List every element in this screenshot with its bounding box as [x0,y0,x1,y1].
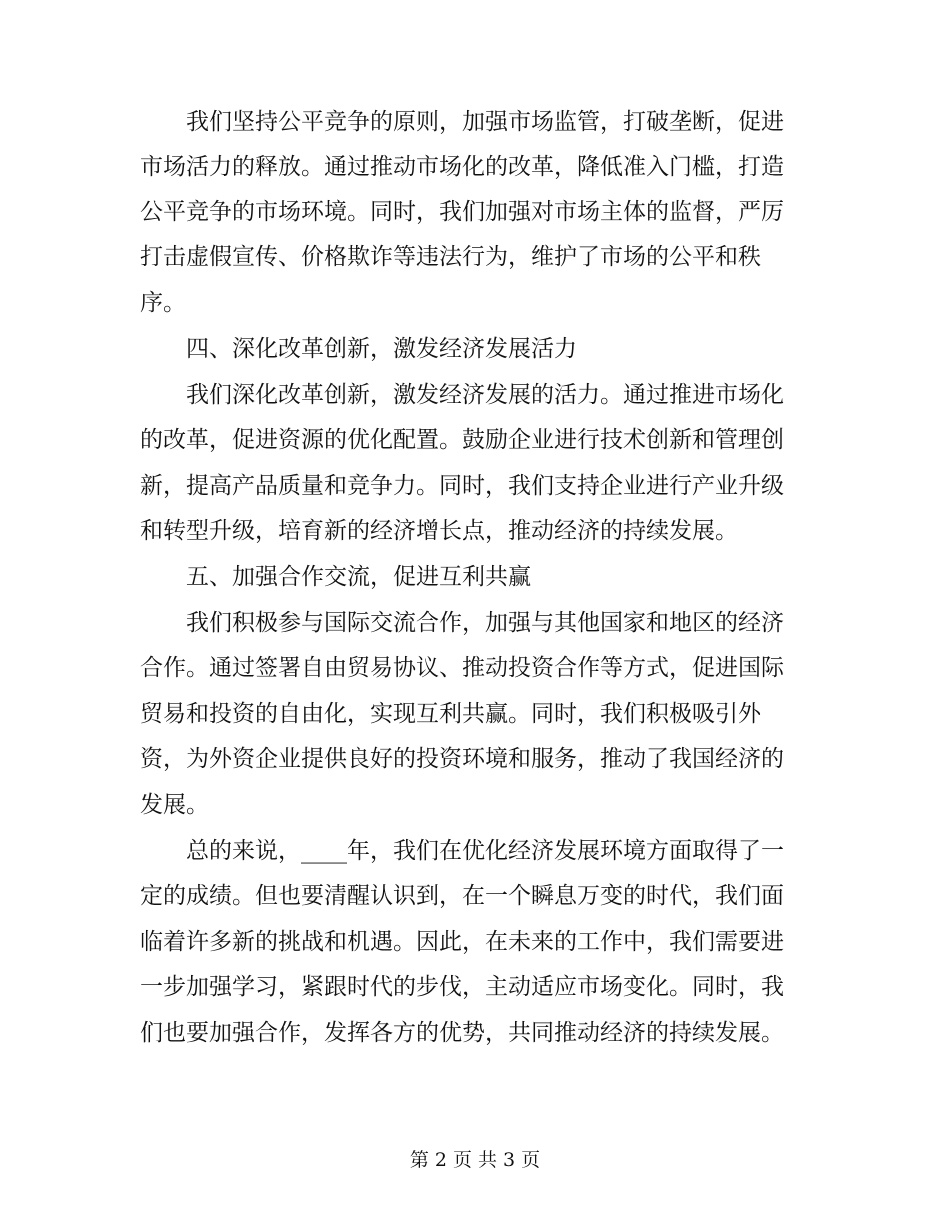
paragraph-1-line-2: 市场活力的释放。通过推动市场化的改革，降低准入门槛，打造 [140,154,784,180]
paragraph-4-line-3: 临着许多新的挑战和机遇。因此，在未来的工作中，我们需要进 [140,929,784,955]
paragraph-3-line-1: 我们积极参与国际交流合作，加强与其他国家和地区的经济 [186,610,784,636]
section-heading-5: 五、加强合作交流，促进互利共赢 [186,564,531,590]
paragraph-2-line-2: 的改革，促进资源的优化配置。鼓励企业进行技术创新和管理创 [140,427,784,453]
paragraph-4-line-2: 定的成绩。但也要清醒认识到，在一个瞬息万变的时代，我们面 [140,883,784,909]
paragraph-3-line-3: 贸易和投资的自由化，实现互利共赢。同时，我们积极吸引外 [140,701,761,727]
page-footer: 第 2 页 共 3 页 [409,1149,541,1171]
paragraph-2-line-3: 新，提高产品质量和竞争力。同时，我们支持企业进行产业升级 [140,473,784,499]
paragraph-3-line-4: 资，为外资企业提供良好的投资环境和服务，推动了我国经济的 [140,746,784,772]
section-heading-4: 四、深化改革创新，激发经济发展活力 [186,336,577,362]
paragraph-2-line-1: 我们深化改革创新，激发经济发展的活力。通过推进市场化 [186,382,784,408]
paragraph-4-line-4: 一步加强学习，紧跟时代的步伐，主动适应市场变化。同时，我 [140,974,784,1000]
paragraph-1-line-1: 我们坚持公平竞争的原则，加强市场监管，打破垄断，促进 [186,109,784,135]
paragraph-1-line-4: 打击虚假宣传、价格欺诈等违法行为，维护了市场的公平和秩 [140,244,761,270]
paragraph-1-line-5: 序。 [140,290,186,316]
paragraph-1-line-3: 公平竞争的市场环境。同时，我们加强对市场主体的监督，严厉 [140,199,784,225]
paragraph-3-line-2: 合作。通过签署自由贸易协议、推动投资合作等方式，促进国际 [140,655,784,681]
paragraph-4-line-1: 总的来说，____年，我们在优化经济发展环境方面取得了一 [186,838,784,864]
paragraph-3-line-5: 发展。 [140,792,209,818]
paragraph-4-line-5: 们也要加强合作，发挥各方的优势，共同推动经济的持续发展。 [140,1020,784,1046]
paragraph-2-line-4: 和转型升级，培育新的经济增长点，推动经济的持续发展。 [140,518,738,544]
